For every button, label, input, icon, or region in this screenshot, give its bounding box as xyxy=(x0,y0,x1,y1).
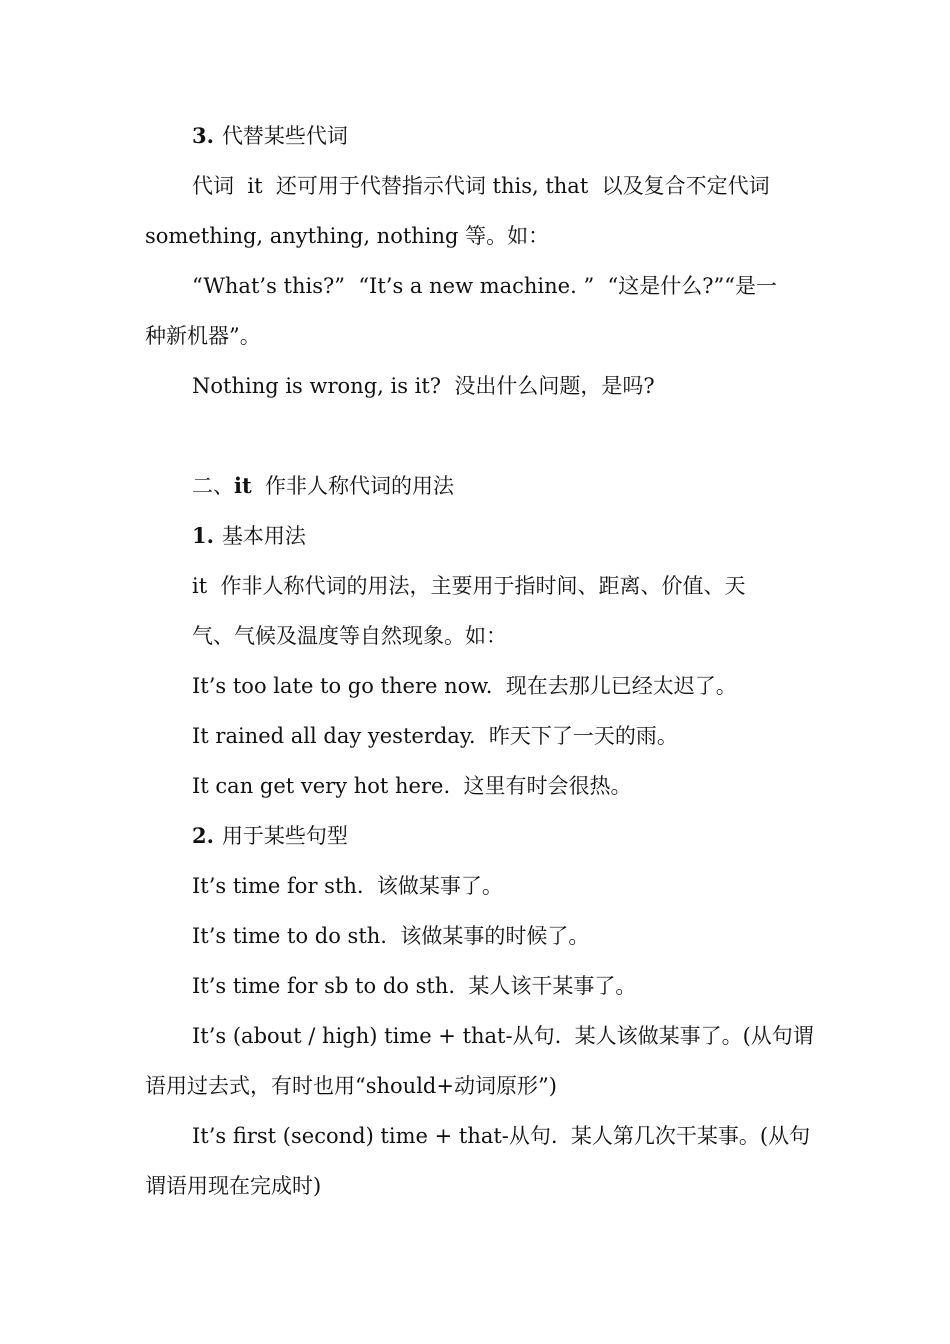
pattern-line: It’s time to do sth. 该做某事的时候了。 xyxy=(192,924,590,948)
heading-prefix: 二、 xyxy=(192,474,234,498)
pattern-line: It’s time for sb to do sth. 某人该干某事了。 xyxy=(192,974,637,998)
paragraph-line: 代词 it 还可用于代替指示代词 this, that 以及复合不定代词 xyxy=(192,174,770,198)
example-line: It’s too late to go there now. 现在去那儿已经太迟了。 xyxy=(192,674,737,698)
heading-text: 用于某些句型 xyxy=(221,824,348,848)
example-line: It can get very hot here. 这里有时会很热。 xyxy=(192,774,632,798)
example-line: “What’s this?” “It’s a new machine. ” “这是什么?”“是一 xyxy=(192,274,778,298)
pattern-line: It’s first (second) time + that-从句. 某人第几次干某事。(从句 xyxy=(192,1124,811,1148)
blank-line xyxy=(145,411,807,461)
heading-text: 代替某些代词 xyxy=(221,124,348,148)
paragraph-line: 气、气候及温度等自然现象。如： xyxy=(192,624,507,648)
example-line: It rained all day yesterday. 昨天下了一天的雨。 xyxy=(192,724,678,748)
pattern-line: It’s time for sth. 该做某事了。 xyxy=(192,874,503,898)
pattern-line: 语用过去式，有时也用“should+动词原形”) xyxy=(145,1074,557,1098)
example-line: Nothing is wrong, is it? 没出什么问题，是吗? xyxy=(192,374,655,398)
paragraph-line: something, anything, nothing 等。如： xyxy=(145,224,550,248)
example-line: 种新机器”。 xyxy=(145,324,261,348)
pattern-line: 谓语用现在完成时) xyxy=(145,1174,322,1198)
heading-number: 1. xyxy=(192,523,214,548)
paragraph-line: it 作非人称代词的用法，主要用于指时间、距离、价值、天 xyxy=(192,574,746,598)
heading-number: 3. xyxy=(192,123,214,148)
section-heading-2 xyxy=(145,461,807,511)
heading-text: 作非人称代词的用法 xyxy=(251,474,455,498)
subsection-heading-1 xyxy=(145,511,807,561)
subsection-heading-2 xyxy=(145,811,807,861)
document-body xyxy=(145,111,814,1211)
section-heading-3 xyxy=(145,111,807,161)
heading-text: 基本用法 xyxy=(221,524,306,548)
heading-keyword: it xyxy=(234,473,252,498)
pattern-line: It’s (about / high) time + that-从句. 某人该做某事了。(从句谓 xyxy=(192,1024,814,1048)
heading-number: 2. xyxy=(192,823,214,848)
